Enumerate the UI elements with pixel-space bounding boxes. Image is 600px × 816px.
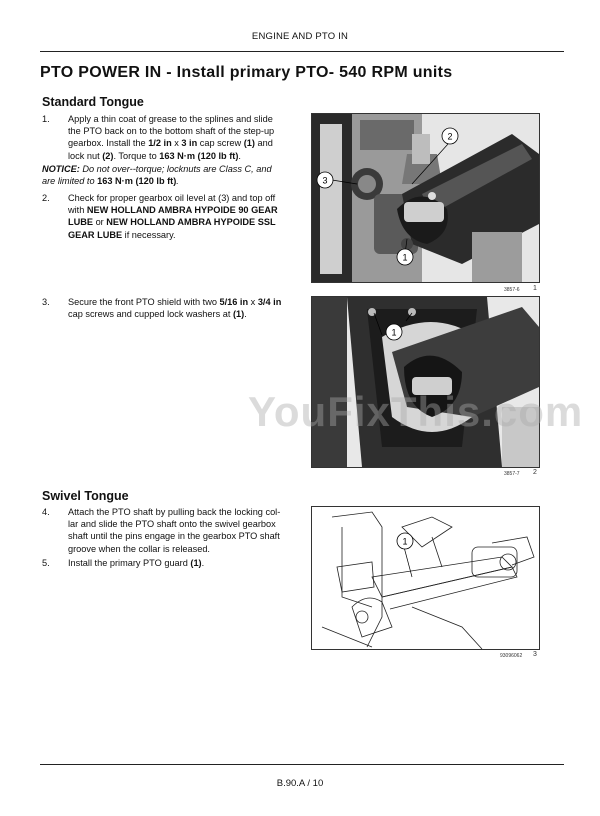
step-3 bbox=[42, 296, 302, 322]
step-text bbox=[68, 113, 274, 162]
figure-2-illustration bbox=[312, 297, 539, 467]
step-number: 3. bbox=[42, 297, 50, 307]
figure-1-gearbox-photo bbox=[311, 113, 540, 283]
section-heading-standard-tongue: Standard Tongue bbox=[42, 95, 144, 109]
footer-rule bbox=[40, 764, 564, 765]
callout-label: 3 bbox=[322, 175, 328, 186]
step-line: cap screws and cupped lock washers at (1). bbox=[68, 309, 247, 320]
step-line: LUBE or NEW HOLLAND AMBRA HYPOIDE SSL bbox=[68, 217, 276, 228]
figure-code: 3857-7 bbox=[504, 471, 520, 477]
step-line: groove when the collar is released. bbox=[68, 543, 210, 554]
header-rule bbox=[40, 51, 564, 52]
watermark: YouFixThis.com bbox=[248, 388, 584, 435]
step-text bbox=[68, 557, 204, 569]
callout-label: 1 bbox=[402, 252, 408, 263]
step-line: lock nut (2). Torque to 163 N·m (120 lb ft). bbox=[68, 150, 241, 161]
figure-code: 3857-6 bbox=[504, 287, 520, 293]
figure-number: 1 bbox=[533, 285, 537, 292]
page-number: B.90.A / 10 bbox=[276, 778, 324, 789]
step-1 bbox=[42, 113, 302, 163]
running-header: ENGINE AND PTO IN bbox=[251, 31, 349, 42]
step-text bbox=[68, 192, 278, 241]
callout-label-hidden: 1 bbox=[512, 462, 513, 463]
section-heading-swivel-tongue: Swivel Tongue bbox=[42, 489, 129, 503]
step-number: 4. bbox=[42, 507, 50, 517]
callout-label: 2 bbox=[447, 131, 453, 142]
step-line: lar and slide the PTO shaft onto the swivel gearbox bbox=[68, 519, 276, 530]
step-number: 5. bbox=[42, 558, 50, 568]
step-4 bbox=[42, 506, 302, 556]
step-5 bbox=[42, 557, 302, 571]
step-text bbox=[68, 506, 280, 555]
figure-3-swivel-gearbox-drawing bbox=[311, 506, 540, 650]
step-line: Attach the PTO shaft by pulling back the locking col- bbox=[68, 507, 281, 517]
step-line: Secure the front PTO shield with two 5/16 in x 3/4 in bbox=[68, 297, 282, 307]
step-line: the PTO back on to the bottom shaft of the step-up bbox=[68, 126, 275, 137]
notice-label: NOTICE: bbox=[42, 164, 80, 174]
step-line: Check for proper gearbox oil level at (3) and top off bbox=[68, 193, 276, 203]
notice: NOTICE: Do not over--torque; locknuts are Class C, and are limited to 163 N·m (120 lb ft). bbox=[42, 164, 272, 187]
step-line: Apply a thin coat of grease to the splines and slide bbox=[68, 114, 273, 124]
figure-number: 3 bbox=[533, 651, 537, 658]
step-line: shaft until the pins engage in the gearbox PTO shaft bbox=[68, 531, 280, 542]
step-number: 1. bbox=[42, 114, 50, 124]
step-number: 2. bbox=[42, 193, 50, 203]
step-line: GEAR LUBE if necessary. bbox=[68, 229, 176, 240]
step-2 bbox=[42, 192, 302, 242]
callout-label: 1 bbox=[402, 536, 408, 547]
figure-2-pto-shield-photo bbox=[311, 296, 540, 468]
figure-3-illustration bbox=[312, 507, 539, 649]
step-text bbox=[68, 296, 281, 320]
figure-code: 93096062 bbox=[500, 653, 523, 659]
figure-1-illustration bbox=[312, 114, 539, 282]
callout-label: 1 bbox=[391, 327, 397, 338]
figure-number: 2 bbox=[533, 469, 537, 476]
step-line: with NEW HOLLAND AMBRA HYPOIDE 90 GEAR bbox=[68, 205, 278, 216]
page-title: PTO POWER IN - Install primary PTO- 540 RPM units bbox=[40, 64, 453, 81]
step-line: Install the primary PTO guard (1). bbox=[68, 558, 205, 568]
step-line: gearbox. Install the 1/2 in x 3 in cap screw (1) and bbox=[68, 138, 273, 149]
